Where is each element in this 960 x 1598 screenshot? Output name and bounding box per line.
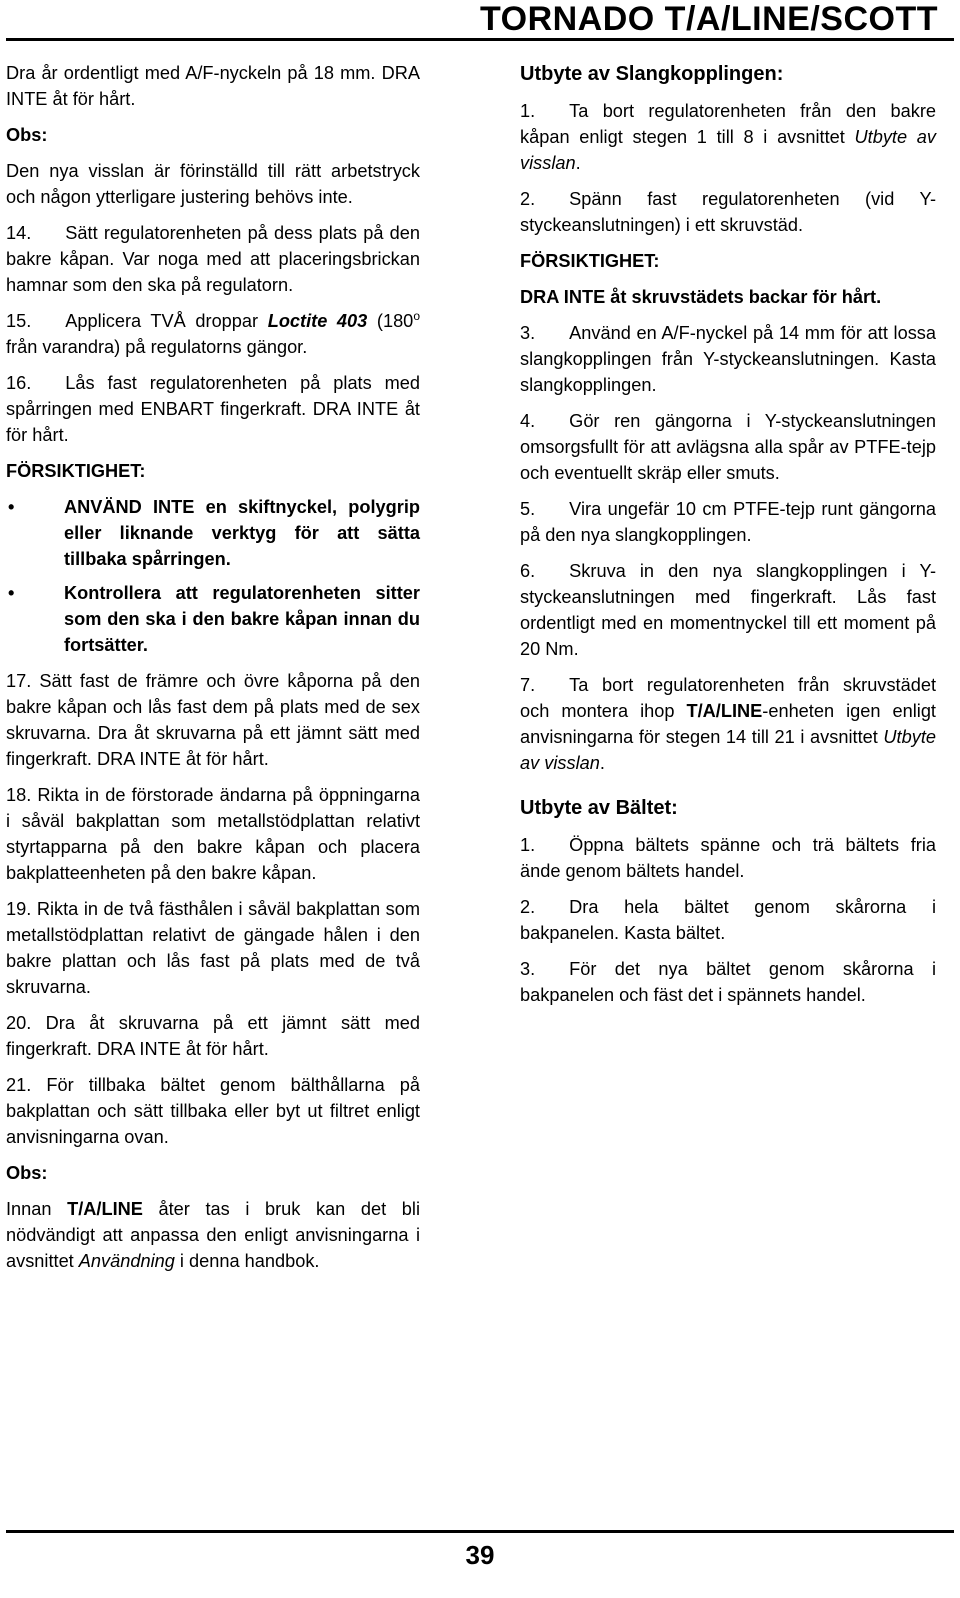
step-number: 3. bbox=[520, 959, 536, 979]
section-reference: Utbyte av visslan bbox=[520, 127, 936, 173]
step-text: Gör ren gängorna i Y-styckeanslutningen omsorgsfullt för att avlägsna alla spår av PTFE-tejp och eventuellt skräp eller smuts. bbox=[520, 411, 936, 483]
step-number: 5. bbox=[520, 499, 536, 519]
step-text: Skruva in den nya slangkopplingen i Y-styckeanslutningen med fingerkraft. Lås fast ordentligt med en momentnyckel till ett moment på 20 Nm. bbox=[520, 561, 936, 659]
step-text: Dra hela bältet genom skårorna i bakpanelen. Kasta bältet. bbox=[520, 897, 936, 943]
step-number: 6. bbox=[520, 561, 536, 581]
belt-step-1 bbox=[520, 832, 936, 884]
caution-label: FÖRSIKTIGHET: bbox=[6, 461, 146, 481]
product-name: T/A/LINE bbox=[67, 1199, 143, 1219]
step-text: Ta bort regulatorenheten från skruvstädet och montera ihop bbox=[520, 675, 936, 721]
obs-label: Obs: bbox=[6, 1163, 48, 1183]
step-text: . bbox=[599, 753, 605, 773]
bullet-icon: • bbox=[8, 583, 15, 603]
belt-step-2 bbox=[520, 894, 936, 946]
step-20: 20. Dra åt skruvarna på ett jämnt sätt med fingerkraft. DRA INTE åt för hårt. bbox=[6, 1013, 420, 1059]
step-text: Applicera TVÅ droppar bbox=[65, 311, 268, 331]
page-number: 39 bbox=[465, 1540, 495, 1570]
step-14 bbox=[6, 220, 420, 298]
product-name: Loctite 403 bbox=[267, 311, 368, 331]
step-number: 1. bbox=[520, 101, 536, 121]
section-title-belt: Utbyte av Bältet: bbox=[520, 797, 678, 819]
bullet-icon: • bbox=[8, 497, 15, 517]
footer-rule bbox=[6, 1530, 954, 1533]
step-number: 3. bbox=[520, 323, 536, 343]
step-text: Spänn fast regulatorenheten (vid Y-styckeanslutningen) i ett skruvstäd. bbox=[520, 189, 936, 235]
hose-step-7 bbox=[520, 672, 936, 776]
step-21: 21. För tillbaka bältet genom bälthållarna på bakplattan och sätt tillbaka eller byt ut filtret enligt anvisningarna ovan. bbox=[6, 1075, 420, 1147]
step-number: 2. bbox=[520, 897, 536, 917]
step-text: Öppna bältets spänne och trä bältets fria ände genom bältets handel. bbox=[520, 835, 936, 881]
obs-paragraph: Den nya visslan är förinställd till rätt arbetstryck och någon ytterligare justering behövs inte. bbox=[6, 161, 420, 207]
left-column bbox=[6, 60, 420, 1284]
obs-text: i denna handbok. bbox=[174, 1251, 320, 1271]
step-15 bbox=[6, 308, 420, 360]
caution-item bbox=[6, 580, 420, 658]
hose-step-3 bbox=[520, 320, 936, 398]
hose-step-1 bbox=[520, 98, 936, 176]
step-text: Vira ungefär 10 cm PTFE-tejp runt gängorna på den nya slangkopplingen. bbox=[520, 499, 936, 545]
step-number: 2. bbox=[520, 189, 536, 209]
step-text: från varandra) på regulatorns gängor. bbox=[6, 337, 308, 357]
step-number: 7. bbox=[520, 675, 536, 695]
step-text: (180 bbox=[367, 311, 414, 331]
caution-list bbox=[6, 494, 420, 658]
step-number: 4. bbox=[520, 411, 536, 431]
hose-step-4 bbox=[520, 408, 936, 486]
section-reference: Utbyte av visslan bbox=[520, 727, 936, 773]
step-number: 1. bbox=[520, 835, 536, 855]
step-number: 16. bbox=[6, 373, 32, 393]
step-17: 17. Sätt fast de främre och övre kåporna på den bakre kåpan och lås fast dem på plats med de sex skruvarna. Dra åt skruvarna på ett jämnt sätt med fingerkraft. DRA INTE åt för hårt. bbox=[6, 671, 420, 769]
header-rule bbox=[6, 38, 954, 41]
obs-label: Obs: bbox=[6, 125, 48, 145]
caution-text: DRA INTE åt skruvstädets backar för hårt. bbox=[520, 287, 882, 307]
obs-text: Innan bbox=[6, 1199, 68, 1219]
step-text: Lås fast regulatorenheten på plats med spårringen med ENBART fingerkraft. DRA INTE åt för hårt. bbox=[6, 373, 420, 445]
obs-closing-paragraph bbox=[6, 1196, 420, 1274]
step-number: 14. bbox=[6, 223, 32, 243]
degree-superscript: o bbox=[413, 308, 420, 323]
hose-step-6 bbox=[520, 558, 936, 662]
obs-text: åter tas i bruk kan det bli nödvändigt att anpassa den enligt anvisningarna i avsnittet bbox=[6, 1199, 420, 1271]
hose-step-5 bbox=[520, 496, 936, 548]
section-title-hose-coupling: Utbyte av Slangkopplingen: bbox=[520, 63, 784, 85]
step-text: Använd en A/F-nyckel på 14 mm för att lossa slangkopplingen från Y-styckeanslutningen. Kasta slangkopplingen. bbox=[520, 323, 936, 395]
right-column bbox=[520, 60, 936, 1018]
caution-label: FÖRSIKTIGHET: bbox=[520, 251, 660, 271]
caution-text: ANVÄND INTE en skiftnyckel, polygrip eller liknande verktyg för att sätta tillbaka spårringen. bbox=[64, 497, 420, 569]
hose-step-2 bbox=[520, 186, 936, 238]
step-text: . bbox=[575, 153, 581, 173]
intro-paragraph: Dra år ordentligt med A/F-nyckeln på 18 mm. DRA INTE åt för hårt. bbox=[6, 63, 420, 109]
step-16 bbox=[6, 370, 420, 448]
section-reference: Användning bbox=[78, 1251, 175, 1271]
step-number: 15. bbox=[6, 311, 32, 331]
step-19: 19. Rikta in de två fästhålen i såväl bakplattan som metallstödplattan relativt de gängade hålen i den bakre plattan och lås fast på plats med de två skruvarna. bbox=[6, 899, 420, 997]
caution-item bbox=[6, 494, 420, 572]
caution-text: Kontrollera att regulatorenheten sitter som den ska i den bakre kåpan innan du fortsätter. bbox=[64, 583, 420, 655]
step-text: Ta bort regulatorenheten från den bakre kåpan enligt stegen 1 till 8 i avsnittet bbox=[520, 101, 936, 147]
step-text: För det nya bältet genom skårorna i bakpanelen och fäst det i spännets handel. bbox=[520, 959, 936, 1005]
belt-step-3 bbox=[520, 956, 936, 1008]
product-name: T/A/LINE bbox=[686, 701, 763, 721]
step-18: 18. Rikta in de förstorade ändarna på öppningarna i såväl bakplattan som metallstödplattan relativt styrtapparna på den bakre kåpan och placera bakplatteenheten på den bakre kåpan. bbox=[6, 785, 420, 883]
step-text: -enheten igen enligt anvisningarna för stegen 14 till 21 i avsnittet bbox=[520, 701, 936, 747]
step-text: Sätt regulatorenheten på dess plats på den bakre kåpan. Var noga med att placeringsbrickan hamnar som den ska på regulatorn. bbox=[6, 223, 420, 295]
header-title: TORNADO T/A/LINE/SCOTT bbox=[479, 0, 938, 38]
